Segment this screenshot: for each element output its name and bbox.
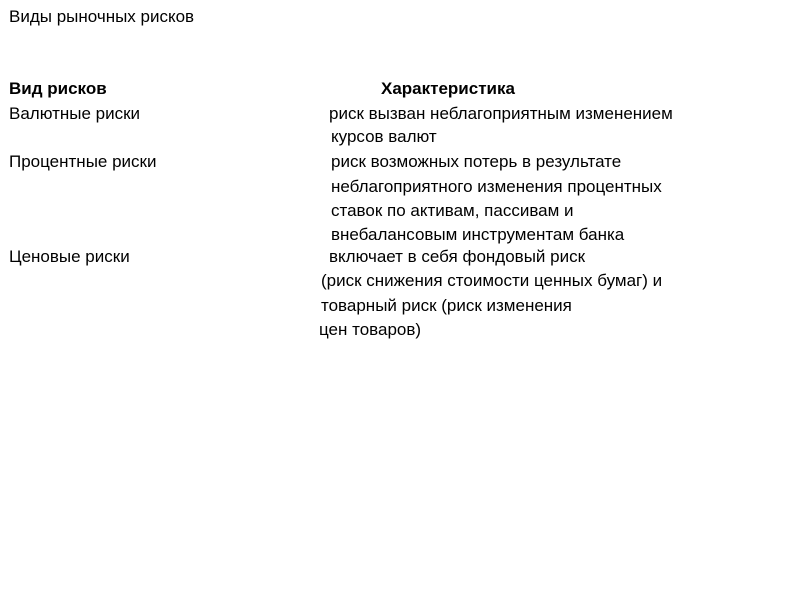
risk-description-line: риск возможных потерь в результате	[331, 152, 622, 171]
risk-description-line: цен товаров)	[319, 320, 422, 339]
column-header-type: Вид рисков	[9, 79, 107, 98]
column-header-characteristic: Характеристика	[381, 79, 515, 98]
risk-type-interest: Процентные риски	[9, 152, 157, 171]
risk-description-line: курсов валют	[331, 127, 437, 146]
risk-type-currency: Валютные риски	[9, 104, 141, 123]
risk-description-line: товарный риск (риск изменения	[321, 296, 572, 315]
risk-description-line: внебалансовым инструментам банка	[331, 225, 625, 244]
risk-description-line: включает в себя фондовый риск	[329, 247, 586, 266]
risk-description-line: риск вызван неблагоприятным изменением	[329, 104, 673, 123]
risk-description-line: неблагоприятного изменения процентных	[331, 177, 662, 196]
risk-description-line: (риск снижения стоимости ценных бумаг) и	[321, 271, 663, 290]
slide-title: Виды рыночных рисков	[9, 7, 195, 26]
risk-description-line: ставок по активам, пассивам и	[331, 201, 574, 220]
risk-type-price: Ценовые риски	[9, 247, 130, 266]
